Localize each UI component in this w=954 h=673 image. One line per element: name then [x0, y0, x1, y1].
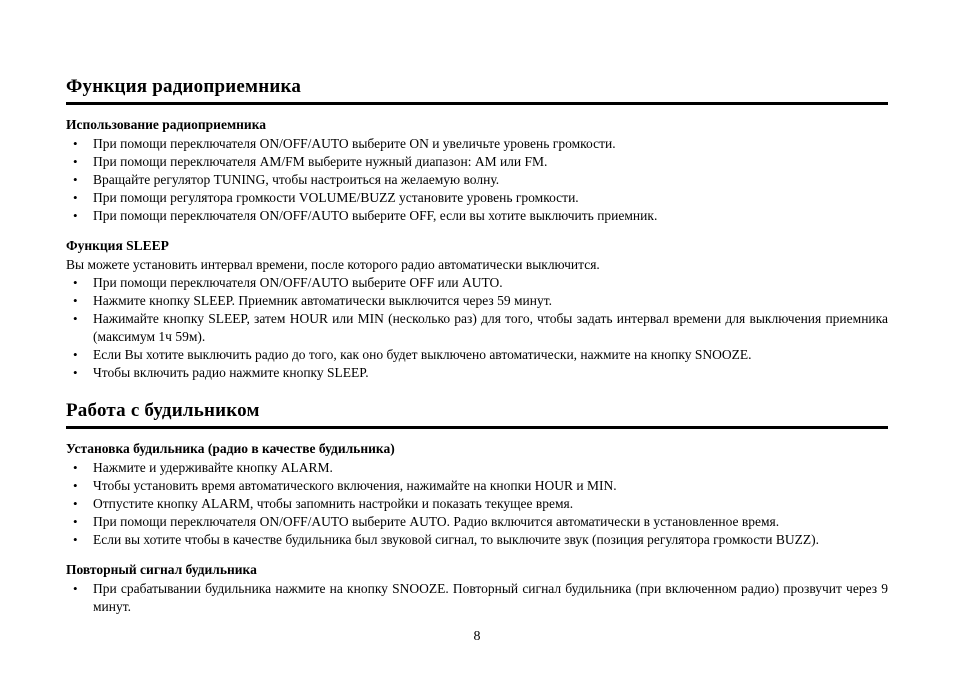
page-number: 8: [473, 629, 481, 644]
subheading-radio-usage: Использование радиоприемника: [66, 117, 267, 132]
bullet-item: • Нажимайте кнопку SLEEP, затем HOUR или MIN (несколько раз) для того, чтобы задать интервал времени для выключения приемника (максимум 1ч 59м).: [66, 310, 888, 346]
bullet-item: • Чтобы установить время автоматического включения, нажимайте на кнопки HOUR и MIN.: [66, 477, 888, 495]
bullet-item: • Чтобы включить радио нажмите кнопку SLEEP.: [66, 364, 888, 382]
bullet-item: • Отпустите кнопку ALARM, чтобы запомнить настройки и показать текущее время.: [66, 495, 888, 513]
bullet-item: • При помощи переключателя AM/FM выберите нужный диапазон: AM или FM.: [66, 153, 888, 171]
bullet-item: • При помощи переключателя ON/OFF/AUTO выберите AUTO. Радио включится автоматически в установленное время.: [66, 513, 888, 531]
block-alarm-setup: [66, 441, 888, 549]
bullet-item: • При помощи переключателя ON/OFF/AUTO выберите ON и увеличьте уровень громкости.: [66, 135, 888, 153]
bullet-list-snooze: [66, 580, 888, 616]
section-title-alarm: Работа с будильником: [66, 400, 888, 429]
subheading-sleep-function: Функция SLEEP: [66, 238, 169, 253]
bullet-item: • Если Вы хотите выключить радио до того, как оно будет выключено автоматически, нажмите на кнопку SNOOZE.: [66, 346, 888, 364]
intro-sleep-function: Вы можете установить интервал времени, после которого радио автоматически выключится.: [66, 257, 600, 272]
bullet-item: • При помощи регулятора громкости VOLUME/BUZZ установите уровень громкости.: [66, 189, 888, 207]
bullet-list-sleep-function: [66, 274, 888, 382]
bullet-item: • Нажмите кнопку SLEEP. Приемник автоматически выключится через 59 минут.: [66, 292, 888, 310]
bullet-item: • При срабатывании будильника нажмите на кнопку SNOOZE. Повторный сигнал будильника (при включенном радио) прозвучит через 9 минут.: [66, 580, 888, 616]
block-snooze: [66, 562, 888, 616]
bullet-item: • Если вы хотите чтобы в качестве будильника был звуковой сигнал, то выключите звук (позиция регулятора громкости BUZZ).: [66, 531, 888, 549]
subheading-snooze: Повторный сигнал будильника: [66, 562, 257, 577]
section-radio: [66, 76, 888, 382]
bullet-item: • При помощи переключателя ON/OFF/AUTO выберите OFF, если вы хотите выключить приемник.: [66, 207, 888, 225]
bullet-item: • При помощи переключателя ON/OFF/AUTO выберите OFF или AUTO.: [66, 274, 888, 292]
bullet-item: • Нажмите и удерживайте кнопку ALARM.: [66, 459, 888, 477]
block-sleep-function: [66, 238, 888, 382]
subheading-alarm-setup: Установка будильника (радио в качестве будильника): [66, 441, 395, 456]
bullet-item: • Вращайте регулятор TUNING, чтобы настроиться на желаемую волну.: [66, 171, 888, 189]
bullet-list-alarm-setup: [66, 459, 888, 549]
block-radio-usage: [66, 117, 888, 225]
section-title-radio: Функция радиоприемника: [66, 76, 888, 105]
section-alarm: [66, 400, 888, 616]
bullet-list-radio-usage: [66, 135, 888, 225]
